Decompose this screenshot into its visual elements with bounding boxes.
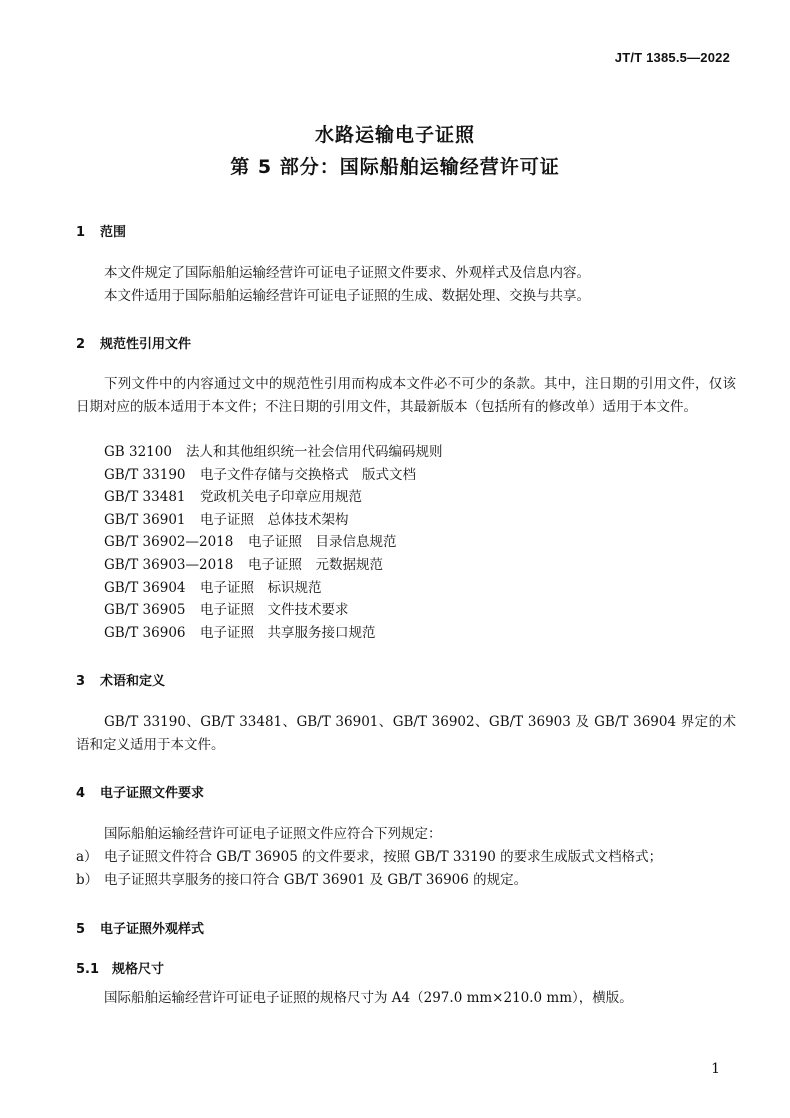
section-title: 术语和定义 [100,674,166,689]
reference-item [104,622,443,645]
reference-list [104,441,443,644]
reference-title: 电子证照 总体技术架构 [200,511,349,528]
reference-code: GB/T 36903—2018 [104,556,234,573]
reference-item [104,531,443,554]
section-heading-appearance [76,918,204,937]
section-number: 3 [76,674,86,689]
reference-title: 电子证照 目录信息规范 [248,534,397,551]
subsection-number: 5.1 [76,962,100,977]
list-item-text: 电子证照共享服务的接口符合 GB/T 36901 及 GB/T 36906 的规定。 [104,872,528,888]
reference-title: 电子证照 文件技术要求 [200,602,349,619]
reference-code: GB/T 33481 [104,489,186,506]
section-number: 5 [76,922,86,937]
reference-code: GB/T 36905 [104,602,186,619]
reference-code: GB/T 36902—2018 [104,534,234,551]
reference-title: 电子证照 元数据规范 [248,556,383,573]
list-item [76,846,662,869]
reference-item [104,599,443,622]
section-number: 4 [76,786,86,801]
list-marker: a） [76,849,98,865]
scope-paragraph-1: 本文件规定了国际船舶运输经营许可证电子证照文件要求、外观样式及信息内容。 [104,265,590,281]
reference-item [104,441,443,464]
size-paragraph: 国际船舶运输经营许可证电子证照的规格尺寸为 A4（297.0 mm×210.0 mm），横版。 [104,990,633,1006]
section-heading-terms [76,670,165,689]
reference-item [104,486,443,509]
reference-title: 党政机关电子印章应用规范 [200,489,362,506]
reference-title: 法人和其他组织统一社会信用代码编码规则 [186,444,443,460]
section-title: 电子证照外观样式 [100,922,205,937]
list-item-text: 电子证照文件符合 GB/T 36905 的文件要求，按照 GB/T 33190 的要求生成版式文档格式； [104,849,663,865]
reference-item [104,509,443,532]
section-heading-file-requirements [76,782,204,801]
terms-paragraph: GB/T 33190、GB/T 33481、GB/T 36901、GB/T 36902、GB/T 36903 及 GB/T 36904 界定的术语和定义适用于本文件。 [76,714,736,753]
section-heading-scope [76,221,126,240]
section-title: 规范性引用文件 [100,337,192,352]
reference-title: 电子证照 共享服务接口规范 [200,624,376,641]
subsection-title: 规格尺寸 [112,962,165,977]
document-title: 水路运输电子证照 [314,124,475,146]
document-subtitle: 第 5 部分：国际船舶运输经营许可证 [230,156,560,178]
document-code: JT/T 1385.5—2022 [614,50,730,65]
page-number: 1 [711,1061,720,1077]
section-title: 电子证照文件要求 [100,786,205,801]
list-marker: b） [76,872,99,888]
reference-code: GB/T 36904 [104,579,186,596]
section-heading-normative-references [76,333,191,352]
reference-item [104,554,443,577]
section-number: 2 [76,337,86,352]
section-number: 1 [76,225,86,240]
scope-paragraph-2: 本文件适用于国际船舶运输经营许可证电子证照的生成、数据处理、交换与共享。 [104,288,590,304]
file-requirements-intro: 国际船舶运输经营许可证电子证照文件应符合下列规定： [104,826,442,842]
requirements-list [76,846,662,892]
references-intro-paragraph: 下列文件中的内容通过文中的规范性引用而构成本文件必不可少的条款。其中，注日期的引用文件，仅该日期对应的版本适用于本文件；不注日期的引用文件，其最新版本（包括所有的修改单）适用于本文件。 [76,376,736,415]
section-title: 范围 [100,225,127,240]
reference-title: 电子证照 标识规范 [200,579,322,596]
reference-item [104,577,443,600]
subsection-heading-size [76,958,164,977]
list-item [76,869,662,892]
reference-item [104,464,443,487]
reference-code: GB/T 33190 [104,466,186,483]
reference-code: GB/T 36901 [104,511,186,528]
reference-code: GB/T 36906 [104,624,186,641]
reference-code: GB 32100 [104,444,172,460]
reference-title: 电子文件存储与交换格式 版式文档 [200,466,416,483]
